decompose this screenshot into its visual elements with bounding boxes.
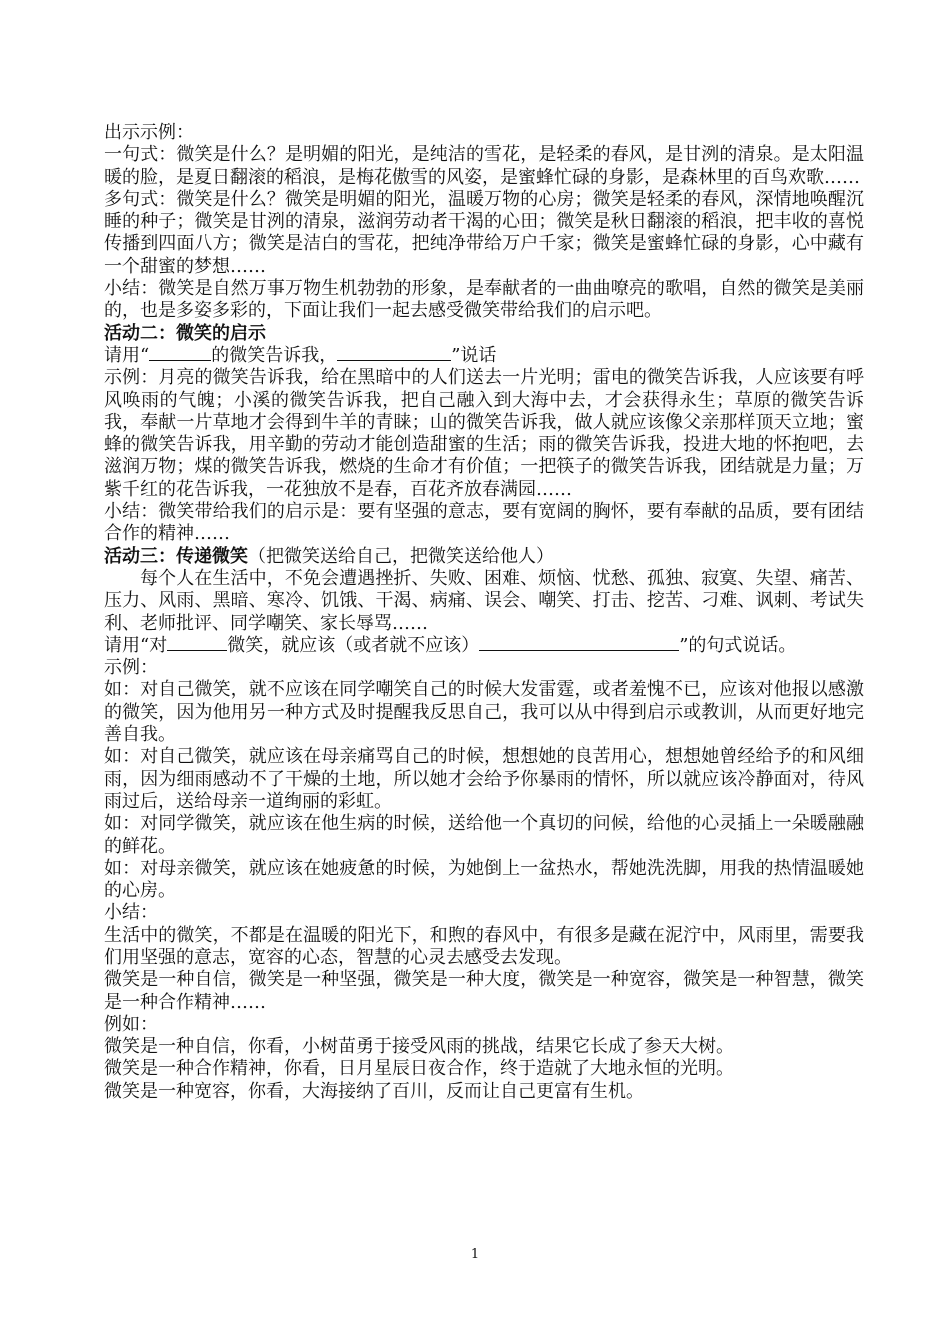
- fill-blank: [149, 359, 211, 361]
- activity2-prompt-c: ”说话: [451, 344, 497, 366]
- activity3-prompt-a: 请用“对: [104, 634, 168, 656]
- intro-label: 出示示例：: [104, 122, 194, 143]
- summary-paragraph: 微笑是一种自信，微笑是一种坚强，微笑是一种大度，微笑是一种宽容，微笑是一种智慧，微笑是一种合作精神……: [104, 969, 864, 1013]
- activity3-prompt-b: 微笑，就应该（或者就不应该）: [227, 634, 480, 656]
- activity2-example: 示例：月亮的微笑告诉我，给在黑暗中的人们送去一片光明；雷电的微笑告诉我，人应该要有呼风唤雨的气魄；小溪的微笑告诉我，把自己融入到大海中去，才会获得永生；草原的微笑告诉我，奉献一片草地才会得到牛羊的青睐；山的微笑告诉我，做人就应该像父亲那样顶天立地；蜜蜂的微笑告诉我，用辛勤的劳动才能创造甜蜜的生活；雨的微笑告诉我，投进大地的怀抱吧，去滋润万物；煤的微笑告诉我，燃烧的生命才有价值；一把筷子的微笑告诉我，团结就是力量；万紫千红的花告诉我，一花独放不是春，百花齐放春满园……: [104, 367, 864, 500]
- fill-blank: [479, 649, 679, 651]
- fill-blank: [167, 649, 227, 651]
- activity3-example-label: 示例：: [104, 657, 158, 679]
- example-item: 如：对母亲微笑，就应该在她疲惫的时候，为她倒上一盆热水，帮她洗洗脚，用我的热情温暖她的心房。: [104, 857, 864, 902]
- page-number: 1: [470, 1247, 480, 1262]
- activity3-intro: 每个人在生活中，不免会遭遇挫折、失败、困难、烦恼、忧愁、孤独、寂寞、失望、痛苦、压力、风雨、黑暗、寒冷、饥饿、干渴、病痛、误会、嘲笑、打击、挖苦、刁难、讽刺、考试失利、老师批评、同学嘲笑、家长辱骂……: [104, 567, 864, 634]
- example-item: 如：对自己微笑，就不应该在同学嘲笑自己的时候大发雷霆，或者羞愧不已，应该对他报以感激的微笑，因为他用另一种方式及时提醒我反思自己，我可以从中得到启示或教训，从而更好地完善自我。: [104, 679, 864, 746]
- summary-paragraph: 生活中的微笑，不都是在温暖的阳光下，和煦的春风中，有很多是藏在泥泞中，风雨里，需要我们用坚强的意志，宽容的心态，智慧的心灵去感受去发现。: [104, 924, 864, 968]
- example-item: 如：对同学微笑，就应该在他生病的时候，送给他一个真切的问候，给他的心灵插上一朵暖融融的鲜花。: [104, 813, 864, 857]
- activity2-prompt: [104, 345, 864, 367]
- activity3-heading: 活动三：传递微笑: [104, 545, 248, 567]
- example-item: 如：对自己微笑，就应该在母亲痛骂自己的时候，想想她的良苦用心，想想她曾经给予的和风细雨，因为细雨感动不了干燥的土地，所以她才会给予你暴雨的情怀，所以就应该冷静面对，待风雨过后，送给母亲一道绚丽的彩虹。: [104, 746, 864, 812]
- activity3-prompt: [104, 635, 864, 657]
- one-sentence-example: 一句式：微笑是什么？是明媚的阳光，是纯洁的雪花，是轻柔的春风，是甘洌的清泉。是太阳温暖的脸，是夏日翻滚的稻浪，是梅花傲雪的风姿，是蜜蜂忙碌的身影，是森林里的百鸟欢歌……: [104, 144, 864, 188]
- activity3-prompt-c: ”的句式说话。: [679, 634, 797, 656]
- fill-blank: [337, 359, 451, 361]
- activity2-summary: 小结：微笑带给我们的启示是：要有坚强的意志，要有宽阔的胸怀，要有奉献的品质，要有团结合作的精神……: [104, 501, 864, 545]
- activity2-prompt-b: 的微笑告诉我，: [211, 344, 338, 366]
- for-example-item: 微笑是一种宽容，你看，大海接纳了百川，反而让自己更富有生机。: [104, 1080, 644, 1102]
- activity3-heading-line: [104, 546, 864, 568]
- summary-label: 小结：: [104, 902, 158, 924]
- activity2-heading: 活动二：微笑的启示: [104, 322, 266, 344]
- activity3-heading-aside: （把微笑送给自己，把微笑送给他人）: [248, 545, 554, 567]
- multi-sentence-example: 多句式：微笑是什么？微笑是明媚的阳光，温暖万物的心房；微笑是轻柔的春风，深情地唤醒沉睡的种子；微笑是甘洌的清泉，滋润劳动者干渴的心田；微笑是秋日翻滚的稻浪，把丰收的喜悦传播到四面八方；微笑是洁白的雪花，把纯净带给万户千家；微笑是蜜蜂忙碌的身影，心中藏有一个甜蜜的梦想……: [104, 188, 864, 277]
- for-example-label: 例如：: [104, 1013, 158, 1035]
- for-example-item: 微笑是一种自信，你看，小树苗勇于接受风雨的挑战，结果它长成了参天大树。: [104, 1036, 734, 1058]
- for-example-item: 微笑是一种合作精神，你看，日月星辰日夜合作，终于造就了大地永恒的光明。: [104, 1058, 734, 1080]
- activity2-prompt-a: 请用“: [104, 344, 150, 366]
- document-body: [104, 122, 864, 1103]
- intro-summary: 小结：微笑是自然万事万物生机勃勃的形象，是奉献者的一曲曲嘹亮的歌唱，自然的微笑是美丽的，也是多姿多彩的，下面让我们一起去感受微笑带给我们的启示吧。: [104, 278, 864, 322]
